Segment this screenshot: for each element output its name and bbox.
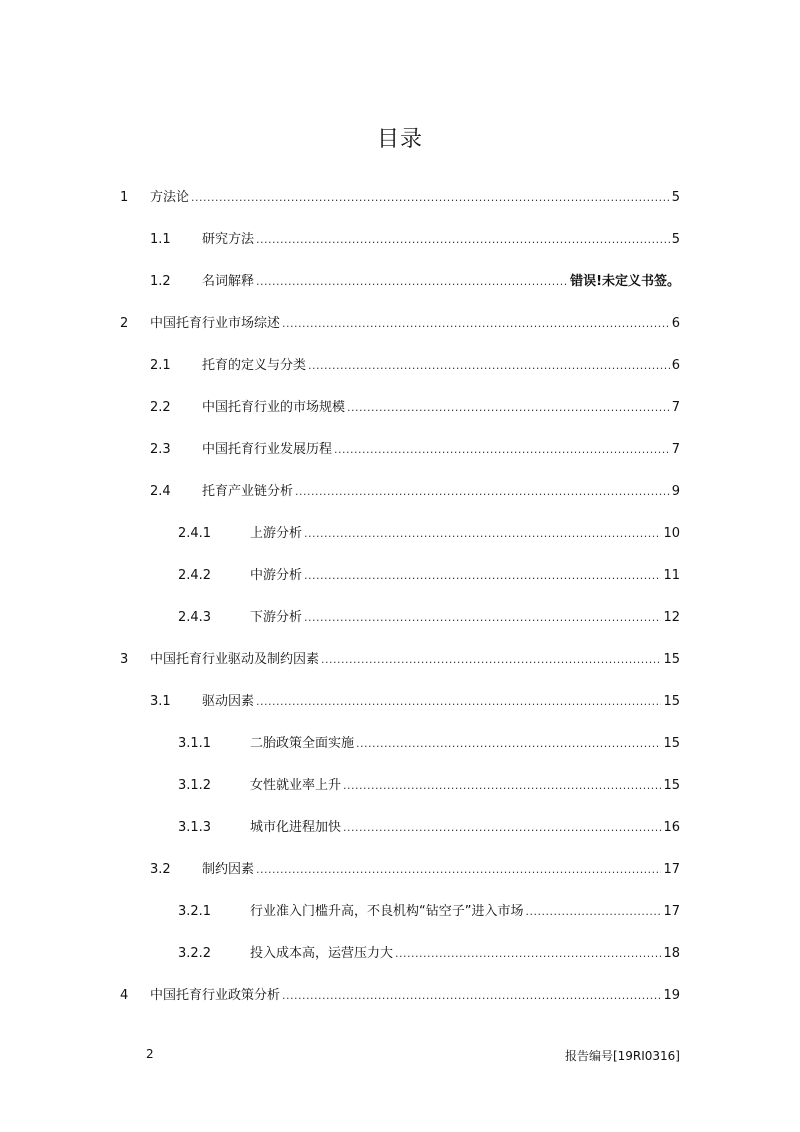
footer-page-number: 2 [146,1047,154,1061]
toc-dot-leader [256,271,568,293]
toc-entry-number: 2.4 [150,484,171,499]
toc-entry-title: 行业准入门槛升高，不良机构“钻空子”进入市场 [250,904,524,919]
toc-dot-leader [282,985,661,1007]
toc-entry[interactable] [120,817,680,839]
toc-entry-title: 中国托育行业政策分析 [150,988,281,1003]
toc-entry-title: 中国托育行业市场综述 [150,316,281,331]
toc-entry-title: 二胎政策全面实施 [250,736,355,751]
toc-dot-leader [256,859,661,881]
toc-dot-leader [295,481,670,503]
toc-entry-number: 3.1.3 [178,820,212,835]
toc-dot-leader [304,565,661,587]
toc-entry-page: 9 [671,484,680,499]
toc-entry[interactable] [120,985,680,1007]
toc-dot-leader [191,187,670,209]
toc-entry-number: 2.2 [150,400,171,415]
toc-entry-page: 5 [671,232,680,247]
toc-entry[interactable] [120,229,680,251]
toc-entry[interactable] [120,313,680,335]
toc-dot-leader [343,817,661,839]
toc-entry-page: 11 [663,568,680,583]
toc-entry-number: 3.1 [150,694,171,709]
toc-dot-leader [321,649,661,671]
toc-entry[interactable] [120,481,680,503]
toc-entry-number: 3.1.1 [178,736,212,751]
toc-entry-number: 1.1 [150,232,171,247]
toc-entry-number: 2.4.1 [178,526,212,541]
toc-entry[interactable] [120,775,680,797]
toc-entry-page: 17 [663,904,680,919]
toc-entry-page: 15 [663,694,680,709]
toc-entry-page: 错误!未定义书签。 [570,274,680,289]
toc-entry-page: 15 [663,778,680,793]
toc-entry-title: 中国托育行业的市场规模 [202,400,346,415]
toc-entry-title: 城市化进程加快 [250,820,342,835]
toc-entry-number: 3.1.2 [178,778,212,793]
toc-entry[interactable] [120,523,680,545]
toc-entry-number: 3.2.2 [178,946,212,961]
toc-entry-number: 3.2.1 [178,904,212,919]
toc-entry-number: 1 [120,190,129,205]
toc-entry[interactable] [120,271,680,293]
toc-entry[interactable] [120,649,680,671]
toc-entry-title: 上游分析 [250,526,303,541]
toc-entry-page: 12 [663,610,680,625]
toc-entry-title: 托育的定义与分类 [202,358,307,373]
toc-entry[interactable] [120,355,680,377]
toc-entry-page: 15 [663,652,680,667]
toc-entry[interactable] [120,607,680,629]
toc-entry-page: 18 [663,946,680,961]
toc-entry-number: 2.4.2 [178,568,212,583]
toc-entry[interactable] [120,565,680,587]
toc-dot-leader [334,439,670,461]
toc-entry-number: 3 [120,652,129,667]
toc-entry-page: 16 [663,820,680,835]
toc-entry[interactable] [120,859,680,881]
toc-dot-leader [304,523,661,545]
toc-entry-page: 15 [663,736,680,751]
toc-entry-page: 10 [663,526,680,541]
toc-entry-page: 5 [671,190,680,205]
toc-entry-title: 制约因素 [202,862,255,877]
toc-entry-page: 6 [671,358,680,373]
toc-entry-page: 19 [663,988,680,1003]
toc-dot-leader [525,901,661,923]
toc-entry-number: 1.2 [150,274,171,289]
toc-entry-title: 托育产业链分析 [202,484,294,499]
toc-entry-title: 中国托育行业驱动及制约因素 [150,652,320,667]
toc-entry-page: 6 [671,316,680,331]
toc-entry[interactable] [120,901,680,923]
toc-dot-leader [356,733,661,755]
toc-entry-title: 驱动因素 [202,694,255,709]
toc-entry[interactable] [120,943,680,965]
toc-entry-number: 2.3 [150,442,171,457]
toc-entry-title: 投入成本高，运营压力大 [250,946,394,961]
toc-entry[interactable] [120,439,680,461]
page-title: 目录 [376,127,423,152]
toc-entry-title: 中国托育行业发展历程 [202,442,333,457]
toc-entry[interactable] [120,187,680,209]
toc-dot-leader [282,313,670,335]
toc-entry-number: 4 [120,988,129,1003]
toc-entry-page: 17 [663,862,680,877]
toc-entry[interactable] [120,733,680,755]
toc-entry-title: 下游分析 [250,610,303,625]
toc-entry[interactable] [120,397,680,419]
toc-entry-title: 女性就业率上升 [250,778,342,793]
toc-entry-page: 7 [671,442,680,457]
toc-dot-leader [395,943,661,965]
toc-dot-leader [304,607,661,629]
toc-dot-leader [256,229,670,251]
toc-entry-page: 7 [671,400,680,415]
toc-entry-title: 方法论 [150,190,190,205]
toc-entry-number: 2 [120,316,129,331]
toc-entry-number: 2.4.3 [178,610,212,625]
toc-entry-number: 2.1 [150,358,171,373]
toc-entry[interactable] [120,691,680,713]
toc-entry-title: 名词解释 [202,274,255,289]
toc-dot-leader [343,775,661,797]
toc-dot-leader [347,397,670,419]
toc-entry-title: 中游分析 [250,568,303,583]
toc-entry-title: 研究方法 [202,232,255,247]
footer-report-id: 报告编号[19RI0316] [564,1049,680,1063]
toc-entry-number: 3.2 [150,862,171,877]
toc-dot-leader [256,691,661,713]
toc-dot-leader [308,355,670,377]
